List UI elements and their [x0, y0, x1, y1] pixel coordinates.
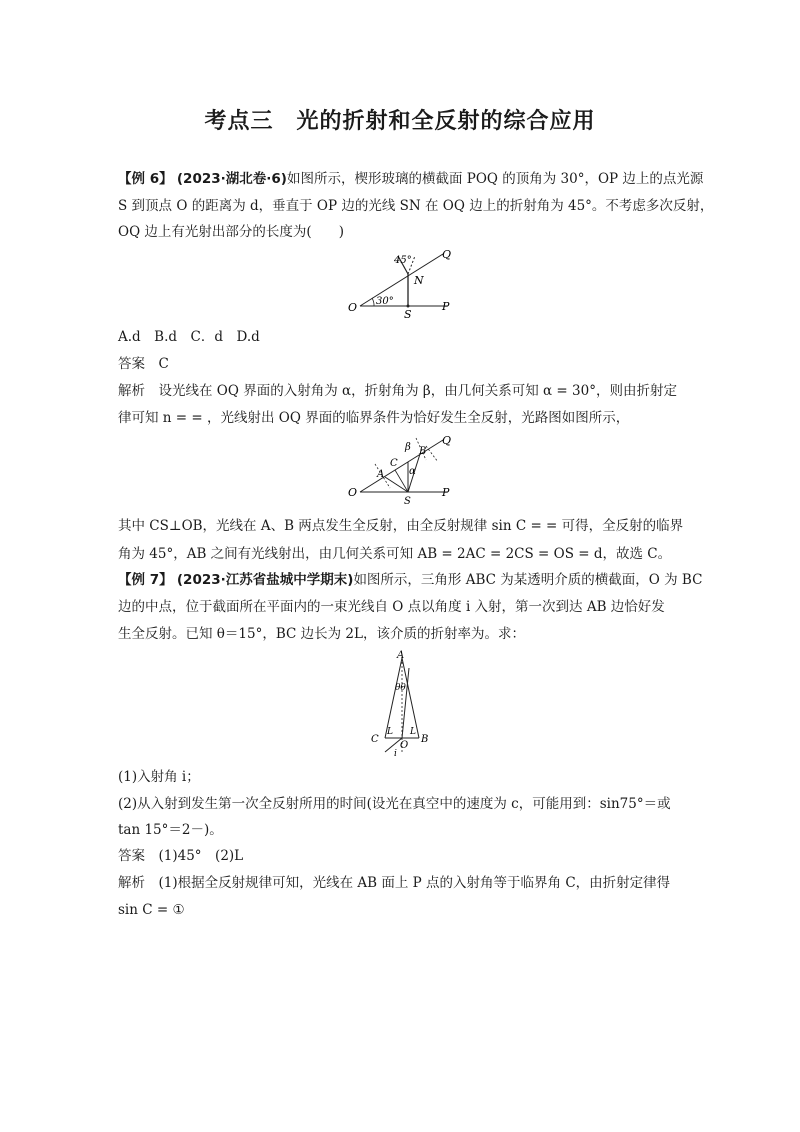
example6-text1: 如图所示，楔形玻璃的横截面 POQ 的顶角为 30°，OP 边上的点光源	[286, 171, 704, 187]
example7-question2-line2: tan 15°＝2－)。	[118, 822, 223, 838]
analysis-label: 解析	[118, 875, 145, 891]
example6-analysis-line4: 角为 45°，AB 之间有光线射出，由几何关系可知 AB = 2AC = 2CS = OS = d，故选 C。	[118, 546, 672, 562]
example7-text1: 如图所示，三角形 ABC 为某透明介质的横截面，O 为 BC	[353, 572, 703, 588]
example7-line2: 边的中点，位于截面所在平面内的一束光线自 O 点以角度 i 入射，第一次到达 AB 边恰好发	[118, 599, 665, 615]
example6-source: (2023·湖北卷·6)	[176, 171, 287, 187]
page-title: 考点三 光的折射和全反射的综合应用	[204, 109, 596, 134]
example6-options: A.d B.d C．d D.d	[118, 329, 260, 345]
fig3-label-c: C	[371, 734, 379, 745]
figure-triangle-abc	[365, 648, 445, 763]
fig1-angle-30: 30°	[376, 296, 394, 307]
fig2-label-s: S	[404, 496, 411, 507]
example7-tag: 【例 7】	[118, 572, 173, 588]
fig3-label-theta: θθ	[395, 683, 406, 693]
answer-value: (1)45° (2)L	[158, 848, 244, 864]
fig2-label-b: B	[419, 446, 427, 457]
example6-line3: OQ 边上有光射出部分的长度为( )	[118, 224, 344, 240]
example6-analysis-line1	[118, 381, 698, 402]
fig3-label-o: O	[400, 740, 409, 751]
fig2-label-alpha: α	[409, 466, 416, 477]
fig2-label-q: Q	[442, 434, 452, 447]
example7-analysis-line1	[118, 873, 698, 894]
fig1-label-p: P	[442, 300, 450, 313]
example7-source: (2023·江苏省盐城中学期末)	[176, 572, 354, 588]
fig3-label-l1: L	[387, 727, 393, 737]
fig2-label-c: C	[390, 458, 398, 469]
answer-label: 答案	[118, 356, 145, 372]
example7-question1: (1)入射角 i；	[118, 769, 200, 785]
fig1-label-s: S	[404, 308, 412, 321]
fig3-label-a: A	[397, 650, 405, 661]
fig1-label-n: N	[414, 274, 424, 287]
answer-label: 答案	[118, 848, 145, 864]
fig1-label-o: O	[348, 301, 358, 314]
example7-answer	[118, 846, 698, 867]
fig2-label-a: A	[377, 469, 385, 480]
analysis-text1: (1)根据全反射规律可知，光线在 AB 面上 P 点的入射角等于临界角 C，由折射定律得	[158, 875, 671, 891]
example6-analysis-line3: 其中 CS⊥OB，光线在 A、B 两点发生全反射，由全反射规律 sin C = = 可得，全反射的临界	[118, 518, 684, 534]
figure-wedge-poq	[340, 248, 470, 323]
example7-question2-line1: (2)从入射到发生第一次全反射所用的时间(设光在真空中的速度为 c，可能用到：sin75°＝或	[118, 796, 671, 812]
fig2-label-o: O	[348, 486, 358, 499]
fig2-label-p: P	[442, 486, 450, 499]
example6-line1	[118, 169, 704, 190]
example7-analysis-line2: sin C = ①	[118, 902, 185, 918]
example6-tag: 【例 6】	[118, 171, 173, 187]
fig2-label-beta: β	[405, 442, 411, 453]
fig3-label-b: B	[421, 734, 429, 745]
fig3-label-i: i	[394, 749, 397, 759]
example6-line2: S 到顶点 O 的距离为 d，垂直于 OP 边的光线 SN 在 OQ 边上的折射角为 45°。不考虑多次反射，	[118, 198, 714, 214]
example7-line3: 生全反射。已知 θ＝15°，BC 边长为 2L，该介质的折射率为。求：	[118, 626, 525, 642]
fig3-label-l2: L	[410, 727, 416, 737]
example6-analysis-line2: 律可知 n = = ，光线射出 OQ 界面的临界条件为恰好发生全反射，光路图如图所示，	[118, 410, 630, 426]
example7-line1	[118, 570, 703, 591]
fig1-label-q: Q	[442, 248, 452, 261]
answer-value: C	[158, 356, 169, 372]
analysis-text1: 设光线在 OQ 界面的入射角为 α，折射角为 β，由几何关系可知 α = 30°，则由折射定	[158, 383, 677, 399]
figure-light-path	[340, 432, 470, 507]
example6-answer	[118, 354, 698, 375]
fig1-angle-45: 45°	[394, 255, 412, 266]
analysis-label: 解析	[118, 383, 145, 399]
